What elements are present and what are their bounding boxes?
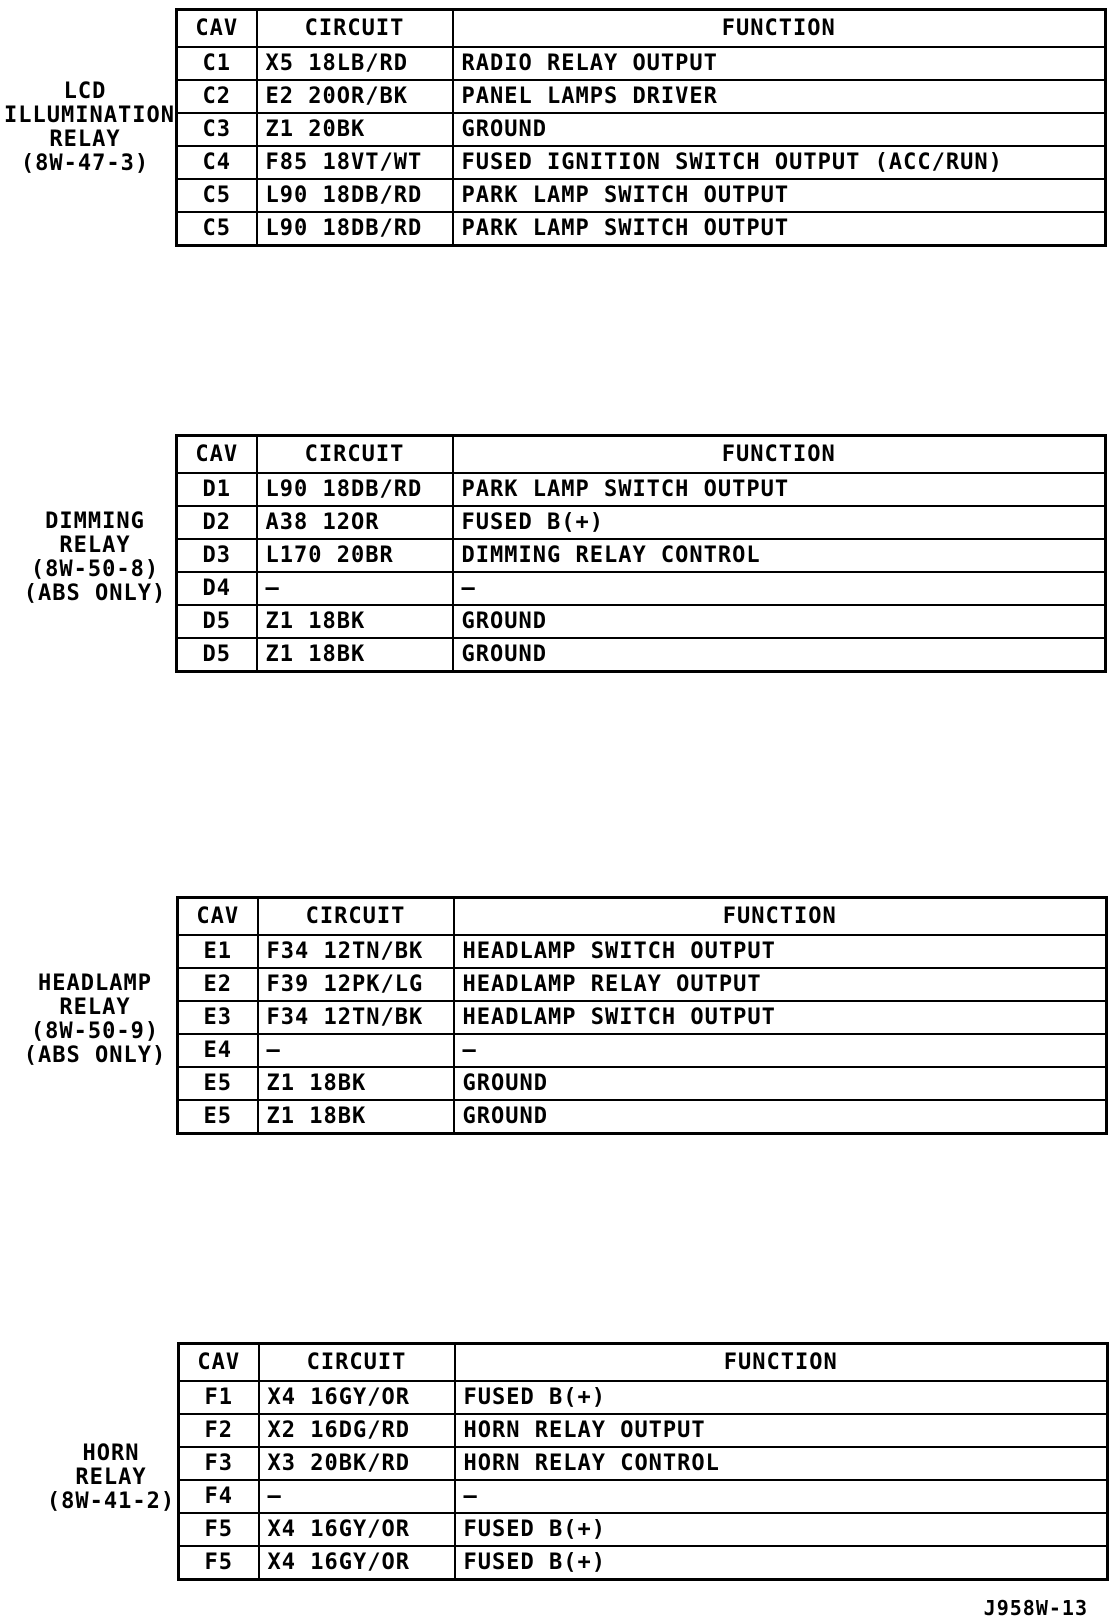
circuit-cell: A38 12OR	[257, 506, 453, 539]
table-row	[177, 47, 1106, 80]
circuit-cell: L90 18DB/RD	[257, 212, 453, 246]
function-cell: GROUND	[454, 1067, 1107, 1100]
relay-label-line: HEADLAMP	[38, 971, 152, 996]
circuit-cell: X4 16GY/OR	[259, 1381, 455, 1414]
function-cell: FUSED B(+)	[455, 1513, 1108, 1546]
relay-label-line: (8W-50-9)	[30, 1019, 160, 1044]
column-header-circuit: CIRCUIT	[257, 10, 453, 48]
cav-cell: E4	[178, 1034, 258, 1067]
table-row	[177, 212, 1106, 246]
cav-cell: D2	[177, 506, 257, 539]
function-cell: —	[455, 1480, 1108, 1513]
function-cell: HORN RELAY OUTPUT	[455, 1414, 1108, 1447]
function-cell: DIMMING RELAY CONTROL	[453, 539, 1106, 572]
function-cell: HORN RELAY CONTROL	[455, 1447, 1108, 1480]
cav-cell: E1	[178, 935, 258, 968]
cav-cell: F5	[179, 1513, 259, 1546]
cav-cell: E5	[178, 1067, 258, 1100]
cav-cell: C2	[177, 80, 257, 113]
table-row	[178, 1100, 1107, 1134]
table-header-row	[179, 1344, 1108, 1382]
circuit-cell: X5 18LB/RD	[257, 47, 453, 80]
cav-cell: C4	[177, 146, 257, 179]
circuit-cell: Z1 18BK	[257, 605, 453, 638]
function-cell: GROUND	[453, 113, 1106, 146]
circuit-cell: X2 16DG/RD	[259, 1414, 455, 1447]
relay-label-line: RELAY	[59, 995, 131, 1020]
function-cell: HEADLAMP SWITCH OUTPUT	[454, 935, 1107, 968]
table-row	[177, 506, 1106, 539]
table-row	[179, 1414, 1108, 1447]
relay-label-line: HORN	[82, 1441, 140, 1466]
relay-label-lcd-illumination	[4, 79, 175, 176]
cav-cell: C5	[177, 212, 257, 246]
cav-cell: C5	[177, 179, 257, 212]
circuit-cell: —	[259, 1480, 455, 1513]
cav-cell: D4	[177, 572, 257, 605]
table-header-row	[177, 436, 1106, 474]
relay-label-line: (8W-50-8)	[30, 557, 160, 582]
cav-cell: F1	[179, 1381, 259, 1414]
function-cell: FUSED IGNITION SWITCH OUTPUT (ACC/RUN)	[453, 146, 1106, 179]
table-row	[179, 1513, 1108, 1546]
relay-label-line: (ABS ONLY)	[23, 581, 167, 606]
table-row	[177, 605, 1106, 638]
pinout-table-dimming	[175, 434, 1107, 673]
circuit-cell: F85 18VT/WT	[257, 146, 453, 179]
function-cell: GROUND	[453, 638, 1106, 672]
function-cell: GROUND	[453, 605, 1106, 638]
circuit-cell: —	[257, 572, 453, 605]
column-header-function: FUNCTION	[454, 898, 1107, 936]
table-row	[178, 935, 1107, 968]
circuit-cell: F34 12TN/BK	[258, 1001, 454, 1034]
relay-label-headlamp	[14, 972, 176, 1068]
table-row	[177, 179, 1106, 212]
column-header-cav: CAV	[177, 10, 257, 48]
relay-label-line: RELAY	[59, 533, 131, 558]
relay-label-line: (8W-47-3)	[20, 151, 150, 176]
table-row	[177, 473, 1106, 506]
relay-label-line: (8W-41-2)	[46, 1489, 176, 1514]
relay-label-line: LCD	[63, 79, 107, 104]
circuit-cell: Z1 18BK	[258, 1067, 454, 1100]
table-row	[177, 80, 1106, 113]
table-row	[179, 1480, 1108, 1513]
cav-cell: D1	[177, 473, 257, 506]
cav-cell: F5	[179, 1546, 259, 1580]
relay-label-line: RELAY	[75, 1465, 147, 1490]
cav-cell: F3	[179, 1447, 259, 1480]
cav-cell: D5	[177, 638, 257, 672]
relay-label-line: DIMMING	[45, 509, 145, 534]
circuit-cell: X3 20BK/RD	[259, 1447, 455, 1480]
function-cell: FUSED B(+)	[455, 1546, 1108, 1580]
column-header-function: FUNCTION	[453, 436, 1106, 474]
column-header-cav: CAV	[179, 1344, 259, 1382]
cav-cell: E3	[178, 1001, 258, 1034]
cav-cell: C3	[177, 113, 257, 146]
table-header-row	[177, 10, 1106, 48]
circuit-cell: Z1 18BK	[257, 638, 453, 672]
function-cell: HEADLAMP RELAY OUTPUT	[454, 968, 1107, 1001]
column-header-circuit: CIRCUIT	[257, 436, 453, 474]
circuit-cell: F39 12PK/LG	[258, 968, 454, 1001]
table-header-row	[178, 898, 1107, 936]
table-row	[177, 539, 1106, 572]
function-cell: GROUND	[454, 1100, 1107, 1134]
cav-cell: F4	[179, 1480, 259, 1513]
circuit-cell: —	[258, 1034, 454, 1067]
table-row	[178, 1001, 1107, 1034]
pinout-table-headlamp	[176, 896, 1108, 1135]
function-cell: PARK LAMP SWITCH OUTPUT	[453, 473, 1106, 506]
circuit-cell: X4 16GY/OR	[259, 1513, 455, 1546]
table-row	[179, 1546, 1108, 1580]
table-row	[179, 1381, 1108, 1414]
table-row	[178, 968, 1107, 1001]
table-row	[177, 638, 1106, 672]
circuit-cell: E2 20OR/BK	[257, 80, 453, 113]
pinout-table-horn	[177, 1342, 1109, 1581]
circuit-cell: L90 18DB/RD	[257, 473, 453, 506]
table-row	[177, 572, 1106, 605]
table-row	[177, 113, 1106, 146]
table-row	[177, 146, 1106, 179]
circuit-cell: F34 12TN/BK	[258, 935, 454, 968]
cav-cell: E5	[178, 1100, 258, 1134]
function-cell: PANEL LAMPS DRIVER	[453, 80, 1106, 113]
column-header-function: FUNCTION	[455, 1344, 1108, 1382]
function-cell: HEADLAMP SWITCH OUTPUT	[454, 1001, 1107, 1034]
circuit-cell: Z1 20BK	[257, 113, 453, 146]
cav-cell: C1	[177, 47, 257, 80]
function-cell: PARK LAMP SWITCH OUTPUT	[453, 179, 1106, 212]
relay-label-line: (ABS ONLY)	[23, 1043, 167, 1068]
column-header-cav: CAV	[177, 436, 257, 474]
cav-cell: E2	[178, 968, 258, 1001]
relay-label-line: ILLUMINATION	[4, 103, 175, 128]
function-cell: PARK LAMP SWITCH OUTPUT	[453, 212, 1106, 246]
cav-cell: D5	[177, 605, 257, 638]
circuit-cell: L170 20BR	[257, 539, 453, 572]
cav-cell: F2	[179, 1414, 259, 1447]
function-cell: RADIO RELAY OUTPUT	[453, 47, 1106, 80]
circuit-cell: L90 18DB/RD	[257, 179, 453, 212]
function-cell: —	[454, 1034, 1107, 1067]
cav-cell: D3	[177, 539, 257, 572]
table-row	[178, 1067, 1107, 1100]
function-cell: —	[453, 572, 1106, 605]
table-row	[178, 1034, 1107, 1067]
function-cell: FUSED B(+)	[453, 506, 1106, 539]
column-header-circuit: CIRCUIT	[259, 1344, 455, 1382]
relay-label-line: RELAY	[49, 127, 121, 152]
circuit-cell: X4 16GY/OR	[259, 1546, 455, 1580]
column-header-cav: CAV	[178, 898, 258, 936]
column-header-circuit: CIRCUIT	[258, 898, 454, 936]
table-row	[179, 1447, 1108, 1480]
figure-code: J958W-13	[983, 1596, 1088, 1620]
relay-label-horn	[30, 1442, 192, 1514]
pinout-table-lcd-illumination	[175, 8, 1107, 247]
column-header-function: FUNCTION	[453, 10, 1106, 48]
function-cell: FUSED B(+)	[455, 1381, 1108, 1414]
relay-label-dimming	[14, 510, 176, 606]
circuit-cell: Z1 18BK	[258, 1100, 454, 1134]
